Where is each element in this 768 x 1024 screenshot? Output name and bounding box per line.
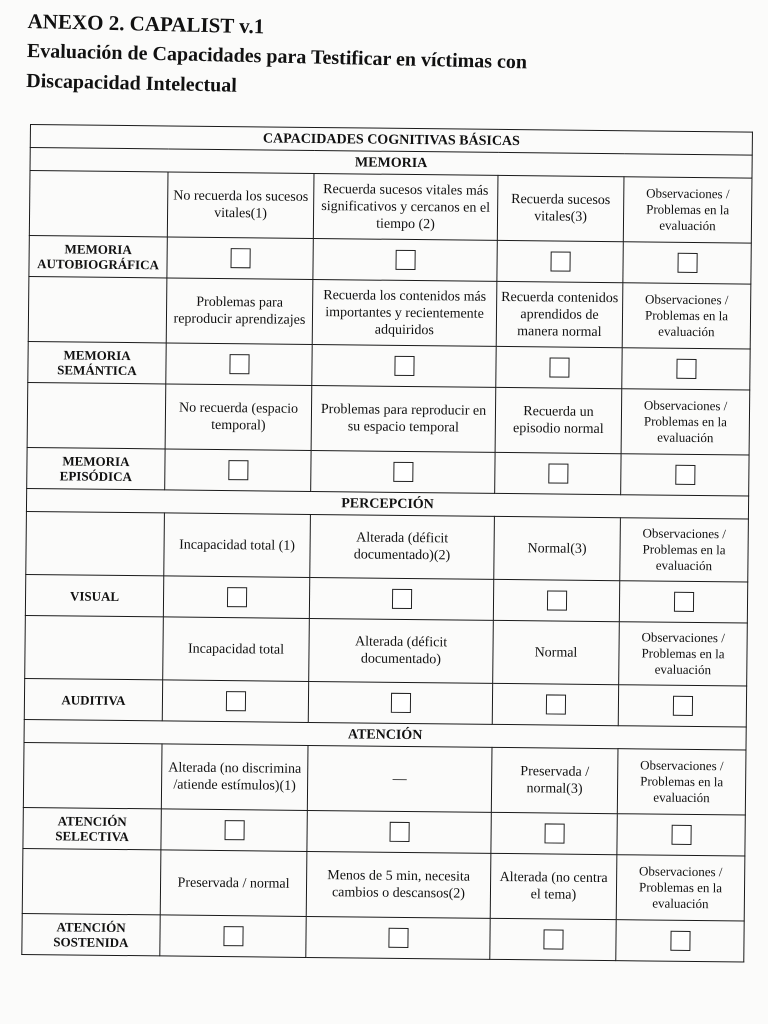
option-label: Incapacidad total	[163, 617, 310, 682]
observations-label: Observaciones / Problemas en la evaluación	[622, 283, 751, 349]
checkbox-semantica-2[interactable]	[394, 356, 414, 376]
row-label-atencion-selectiva: ATENCIÓN SELECTIVA	[23, 807, 161, 849]
document-subtitle-line1: Evaluación de Capacidades para Testificar en víctimas con	[26, 39, 528, 74]
section-header-memoria: MEMORIA	[30, 148, 752, 179]
option-label: Incapacidad total (1)	[164, 513, 311, 578]
checkbox-visual-1[interactable]	[226, 587, 246, 607]
option-label: Recuerda los contenidos más importantes y recientemente adquiridos	[312, 279, 497, 346]
checkbox-visual-3[interactable]	[546, 590, 566, 610]
observations-label: Observaciones / Problemas en la evaluación	[619, 622, 748, 686]
option-label: Recuerda sucesos vitales más significativos y cercanos en el tiempo (2)	[313, 173, 498, 240]
row-label-visual: VISUAL	[25, 574, 163, 616]
empty-cell	[27, 382, 166, 448]
option-label: No recuerda (espacio temporal)	[165, 384, 312, 451]
option-label: —	[307, 745, 492, 812]
empty-cell	[22, 848, 161, 914]
capacities-table	[21, 124, 753, 963]
empty-cell	[25, 615, 164, 679]
checkbox-auditiva-3[interactable]	[545, 694, 565, 714]
row-label-memoria-semantica: MEMORIA SEMÁNTICA	[28, 341, 166, 383]
observations-label: Observaciones / Problemas en la evaluación	[620, 518, 749, 582]
empty-cell	[28, 276, 167, 342]
checkbox-sostenida-2[interactable]	[388, 928, 408, 948]
row-label-atencion-sostenida: ATENCIÓN SOSTENIDA	[22, 913, 160, 955]
assessment-sheet	[21, 124, 753, 963]
option-label: No recuerda los sucesos vitales(1)	[167, 172, 314, 239]
observations-label: Observaciones / Problemas en la evaluación	[621, 389, 750, 455]
checkbox-episodica-3[interactable]	[548, 463, 568, 483]
annex-title: ANEXO 2. CAPALIST v.1	[27, 8, 265, 39]
option-label: Normal	[493, 620, 620, 684]
checkbox-visual-obs[interactable]	[673, 592, 693, 612]
option-label: Alterada (no centra el tema)	[490, 853, 617, 919]
checkbox-semantica-1[interactable]	[229, 354, 249, 374]
checkbox-autobiografica-2[interactable]	[395, 250, 415, 270]
row-label-memoria-autobiografica: MEMORIA AUTOBIOGRÁFICA	[29, 235, 167, 277]
document-subtitle-line2: Discapacidad Intelectual	[26, 69, 238, 97]
option-label: Problemas para reproducir en su espacio temporal	[311, 385, 496, 452]
checkbox-episodica-obs[interactable]	[675, 465, 695, 485]
checkbox-semantica-3[interactable]	[549, 357, 569, 377]
checkbox-sostenida-3[interactable]	[543, 929, 563, 949]
checkbox-selectiva-3[interactable]	[544, 823, 564, 843]
option-label: Preservada / normal(3)	[491, 747, 618, 813]
option-label: Recuerda un episodio normal	[495, 387, 622, 453]
row-label-auditiva: AUDITIVA	[24, 678, 162, 720]
empty-cell	[26, 511, 165, 575]
observations-label: Observaciones / Problemas en la evaluación	[623, 177, 752, 243]
table-title: CAPACIDADES COGNITIVAS BÁSICAS	[30, 125, 752, 156]
empty-cell	[23, 742, 162, 808]
section-header-percepcion: PERCEPCIÓN	[26, 488, 748, 519]
checkbox-autobiografica-obs[interactable]	[677, 253, 697, 273]
checkbox-episodica-1[interactable]	[228, 460, 248, 480]
empty-cell	[29, 171, 168, 237]
option-label: Normal(3)	[494, 516, 621, 580]
checkbox-auditiva-2[interactable]	[390, 693, 410, 713]
checkbox-autobiografica-3[interactable]	[550, 251, 570, 271]
option-label: Alterada (déficit documentado)	[309, 618, 494, 683]
option-label: Menos de 5 min, necesita cambios o descansos(2)	[306, 851, 491, 918]
checkbox-sostenida-1[interactable]	[223, 926, 243, 946]
checkbox-sostenida-obs[interactable]	[670, 931, 690, 951]
observations-label: Observaciones / Problemas en la evaluación	[617, 749, 746, 815]
checkbox-selectiva-2[interactable]	[389, 822, 409, 842]
checkbox-episodica-2[interactable]	[393, 462, 413, 482]
checkbox-visual-2[interactable]	[391, 589, 411, 609]
checkbox-auditiva-1[interactable]	[225, 691, 245, 711]
checkbox-autobiografica-1[interactable]	[230, 248, 250, 268]
observations-label: Observaciones / Problemas en la evaluación	[616, 855, 745, 921]
section-header-atencion: ATENCIÓN	[24, 719, 746, 750]
checkbox-semantica-obs[interactable]	[676, 359, 696, 379]
option-label: Preservada / normal	[160, 850, 307, 917]
option-label: Problemas para reproducir aprendizajes	[166, 278, 313, 345]
option-label: Recuerda contenidos aprendidos de manera normal	[496, 281, 623, 347]
row-label-memoria-episodica: MEMORIA EPISÓDICA	[27, 447, 165, 489]
checkbox-selectiva-1[interactable]	[224, 820, 244, 840]
option-label: Recuerda sucesos vitales(3)	[497, 175, 624, 241]
option-label: Alterada (déficit documentado)(2)	[310, 514, 495, 579]
checkbox-selectiva-obs[interactable]	[671, 825, 691, 845]
option-label: Alterada (no discrimina /atiende estímulos)(1)	[161, 744, 308, 811]
checkbox-auditiva-obs[interactable]	[672, 696, 692, 716]
document-heading	[26, 6, 728, 112]
